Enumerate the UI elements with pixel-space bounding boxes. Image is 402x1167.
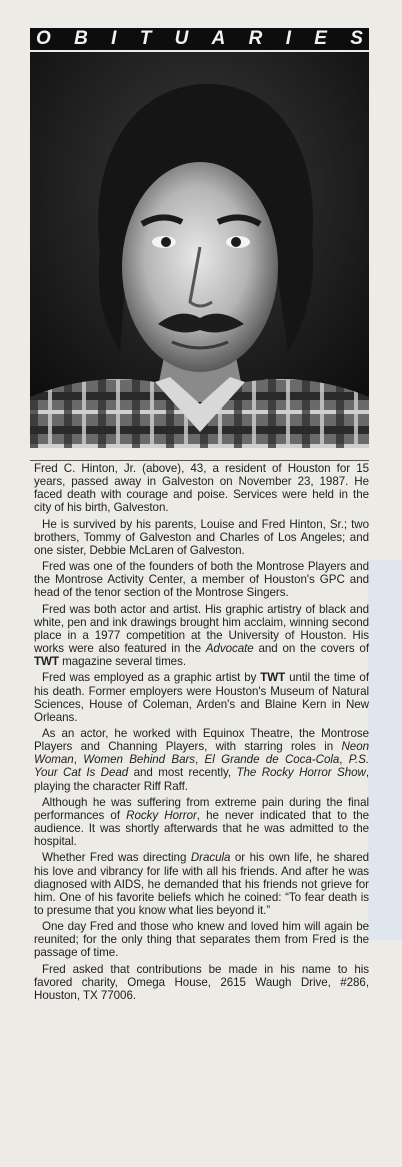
- paragraph: [34, 603, 369, 669]
- show-title: Women Behind Bars: [83, 753, 196, 767]
- obituaries-heading: [30, 28, 369, 50]
- divider-line: [30, 460, 369, 461]
- paragraph: [34, 727, 369, 793]
- paragraph: Fred asked that contributions be made in his name to his favored charity, Omega House, 2615 Waugh Drive, #286, Houston, TX 77006.: [34, 962, 369, 1002]
- text-run: Although he was suffering from extreme pain during the final performances of: [34, 795, 369, 822]
- heading-letter: R: [248, 28, 263, 49]
- paragraph: He is survived by his parents, Louise and Fred Hinton, Sr.; two brothers, Tommy of Galveston and Charles of Los Angeles; and one sister, Debbie McLaren of Galveston.: [34, 517, 369, 557]
- heading-letter: S: [350, 28, 363, 49]
- text-run: until the time of his death. Former employers were Houston's Museum of Natural Sciences, House of Coleman, Arden's and Blaine Kern in New Orleans.: [34, 671, 369, 724]
- heading-letter: A: [211, 28, 226, 49]
- text-run: ,: [339, 753, 349, 767]
- text-run: Whether Fred was directing: [42, 851, 191, 865]
- paragraph: [34, 796, 369, 849]
- text-run: ,: [73, 753, 84, 767]
- text-run: , he never indicated that to the audience. It was shortly afterwards that he was admitted to the hospital.: [34, 808, 369, 849]
- show-title: El Grande de Coca-Cola: [204, 753, 340, 767]
- show-title: Dracula: [190, 851, 231, 865]
- text-run: , playing the character Riff Raff.: [34, 766, 370, 793]
- text-run: and most recently,: [128, 766, 237, 780]
- paragraph: [34, 671, 369, 724]
- text-run: or his own life, he shared his love and vibrancy for life with all his friends. And after he was diagnosed with AIDS, he demanded that his friends not grieve for him. One of his favorite beliefs which he coined: “To fear death is to presume that you know what lies beyond it.”: [34, 851, 369, 917]
- show-title: Neon Woman: [34, 740, 369, 767]
- heading-letter: U: [174, 28, 189, 49]
- text-run: As an actor, he worked with Equinox Theatre, the Montrose Players and Channing Players, with starring roles in: [34, 726, 369, 754]
- paragraph: One day Fred and those who knew and loved him will again be reunited; for the only thing that separates them from Fred is the passage of time.: [34, 920, 369, 960]
- publication-name: Advocate: [205, 642, 254, 656]
- heading-letter: T: [139, 28, 152, 49]
- show-title: P.S. Your Cat Is Dead: [34, 753, 369, 780]
- paragraph: Fred was one of the founders of both the Montrose Players and the Montrose Activity Center, a member of Houston's GPC and head of the tenor section of the Montrose Singers.: [34, 560, 369, 600]
- obituary-text: [34, 462, 369, 1005]
- heading-letter: I: [111, 28, 117, 49]
- portrait-photo: [30, 52, 369, 448]
- portrait-illustration: [30, 52, 369, 448]
- paragraph: [34, 851, 369, 917]
- heading-letter: I: [285, 28, 291, 49]
- text-run: Fred was both actor and artist. His graphic artistry of black and white, pen and ink drawings brought him acclaim, winning second place in a 1977 competition at the University of Houston. His works were also featured in the: [34, 602, 369, 656]
- paragraph: Fred C. Hinton, Jr. (above), 43, a resident of Houston for 15 years, passed away in Galveston on November 23, 1987. He faced death with courage and poise. Services were held in the city of his birth, Galveston.: [34, 462, 369, 515]
- publication-name: TWT: [260, 671, 286, 685]
- heading-letter: O: [36, 28, 51, 49]
- text-run: and on the covers of: [253, 642, 369, 656]
- heading-letter: B: [74, 28, 88, 49]
- text-run: Fred was employed as a graphic artist by: [42, 671, 261, 685]
- heading-letter: E: [314, 28, 327, 49]
- text-run: magazine several times.: [58, 655, 186, 669]
- show-title: Rocky Horror: [126, 808, 197, 822]
- text-run: ,: [195, 753, 205, 767]
- show-title: The Rocky Horror Show: [236, 766, 366, 780]
- publication-name: TWT: [34, 655, 59, 669]
